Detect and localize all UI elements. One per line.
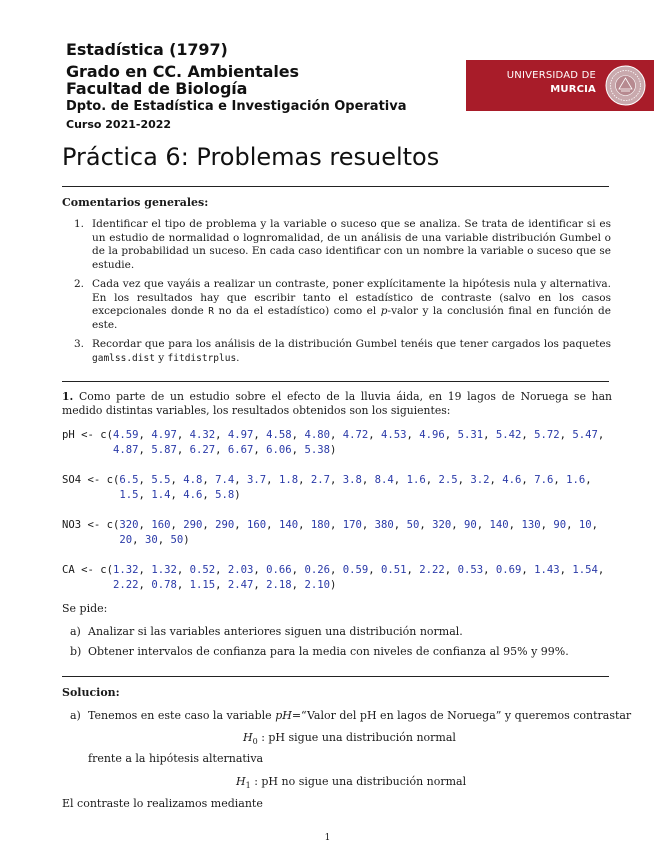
solution-heading: Solucion: <box>62 686 120 699</box>
code-value: 6.27 <box>189 444 216 456</box>
course-title: Estadística (1797) <box>66 40 228 59</box>
code-value: 1.32 <box>113 564 139 576</box>
code-value: 0.59 <box>342 564 369 576</box>
code-value: 0.51 <box>381 564 407 576</box>
code-value: 1.32 <box>151 564 177 576</box>
code-value: 0.26 <box>304 564 330 576</box>
code-value: 160 <box>151 519 171 531</box>
code-value: 4.32 <box>189 429 216 441</box>
code-value: 380 <box>374 519 394 531</box>
ask-b: b) Obtener intervalos de confianza para la media con niveles de confianza al 95% y 99%. <box>70 645 569 658</box>
code-value: 2.22 <box>419 564 445 576</box>
code-value: 2.22 <box>113 579 139 591</box>
ask-a: a) Analizar si las variables anteriores siguen una distribución normal. <box>70 625 463 638</box>
code-value: 0.69 <box>495 564 522 576</box>
code-value: 2.03 <box>227 564 254 576</box>
code-value: 3.8 <box>342 474 362 486</box>
code-value: 130 <box>521 519 541 531</box>
code-value: 320 <box>432 519 452 531</box>
solution-a: a) Tenemos en este caso la variable pH=“Valor del pH en lagos de Noruega” y queremos contrastar <box>70 709 632 722</box>
code-value: 2.7 <box>310 474 330 486</box>
code-value: 1.4 <box>151 489 171 501</box>
code-value: 3.2 <box>470 474 490 486</box>
problem-1-intro: 1. Como parte de un estudio sobre el efecto de la lluvia áida, en 19 lagos de Noruega se han medido distintas variables, los resultados obtenidos son los siguientes: <box>62 390 612 417</box>
code-value: 0.66 <box>266 564 292 576</box>
university-seal-icon <box>605 65 646 106</box>
page-number: 1 <box>324 833 331 843</box>
code-value: 1.8 <box>278 474 299 486</box>
code-value: 4.97 <box>151 429 177 441</box>
logo-line-2: MURCIA <box>550 84 596 95</box>
closing-sentence: El contraste lo realizamos mediante <box>62 797 263 810</box>
code-value: 50 <box>170 534 184 546</box>
code-value: 4.58 <box>266 429 292 441</box>
code-value: 6.06 <box>266 444 292 456</box>
code-value: 140 <box>489 519 509 531</box>
code-block-no3: NO3 <- c(320, 160, 290, 290, 160, 140, 180, 170, 380, 50, 320, 90, 140, 130, 90, 10, 20, 30, 50) <box>62 519 599 546</box>
list-item: 3. Recordar que para los análisis de la distribución Gumbel tenéis que tener cargados los paquetes gamlss.dist y fitdistrplus. <box>74 338 611 364</box>
code-block-ca: CA <- c(1.32, 1.32, 0.52, 2.03, 0.66, 0.26, 0.59, 0.51, 2.22, 0.53, 0.69, 1.43, 1.54, 2.22, 0.78, 1.15, 2.47, 2.18, 2.10) <box>62 564 605 591</box>
code-value: 1.6 <box>566 474 586 486</box>
list-item: 2. Cada vez que vayáis a realizar un contraste, poner explícitamente la hipótesis nula y alternativa. En los resultados hay que escribir tanto el estadístico de contraste (salvo en los casos excepcionales donde R no da el estadístico) como el p-valor y la conclusión final en función de este. <box>74 278 611 331</box>
code-value: 4.97 <box>227 429 254 441</box>
divider <box>62 381 609 382</box>
code-value: 0.78 <box>151 579 177 591</box>
code-value: 4.80 <box>304 429 330 441</box>
code-value: 6.5 <box>119 474 139 486</box>
code-value: 6.67 <box>227 444 254 456</box>
code-value: 5.87 <box>151 444 177 456</box>
code-value: 1.54 <box>572 564 598 576</box>
code-value: 1.6 <box>406 474 426 486</box>
alternative-hypothesis: $H_1$ : pH no sigue una distribución normal <box>236 775 467 791</box>
code-value: 4.6 <box>502 474 522 486</box>
code-value: 3.7 <box>247 474 267 486</box>
code-value: 0.53 <box>457 564 484 576</box>
alternative-intro: frente a la hipótesis alternativa <box>88 752 264 765</box>
code-value: 7.6 <box>534 474 554 486</box>
code-value: 5.31 <box>457 429 484 441</box>
code-value: 90 <box>464 519 477 531</box>
code-value: 5.38 <box>304 444 330 456</box>
code-value: 160 <box>247 519 267 531</box>
code-value: 4.8 <box>183 474 203 486</box>
general-comments-list <box>66 218 611 371</box>
code-value: 50 <box>406 519 420 531</box>
code-value: 20 <box>119 534 133 546</box>
university-logo <box>466 60 654 111</box>
code-value: 1.43 <box>534 564 560 576</box>
list-item: 1. Identificar el tipo de problema y la variable o suceso que se analiza. Se trata de identificar si es un estudio de normalidad o lognromalidad, de un análisis de una variable distribución Gumbel o de la probabilidad un suceso. En cada caso identificar con un nombre la variable o suceso que se estudie. <box>74 218 611 271</box>
divider <box>62 186 609 187</box>
general-comments-heading: Comentarios generales: <box>62 196 209 209</box>
logo-line-1: UNIVERSIDAD DE <box>506 70 596 81</box>
code-value: 1.5 <box>119 489 139 501</box>
code-value: 4.59 <box>113 429 139 441</box>
code-value: 5.72 <box>534 429 560 441</box>
code-value: 90 <box>553 519 567 531</box>
code-value: 140 <box>278 519 299 531</box>
faculty-title: Facultad de Biología <box>66 79 248 98</box>
code-value: 4.6 <box>183 489 203 501</box>
code-value: 320 <box>119 519 139 531</box>
divider <box>62 676 609 677</box>
code-block-so4: SO4 <- c(6.5, 5.5, 4.8, 7.4, 3.7, 1.8, 2.7, 3.8, 8.4, 1.6, 2.5, 3.2, 4.6, 7.6, 1.6, 1.5, 1.4, 4.6, 5.8) <box>62 474 592 501</box>
code-value: 4.53 <box>381 429 407 441</box>
asks-label: Se pide: <box>62 602 108 615</box>
code-value: 180 <box>310 519 330 531</box>
code-value: 8.4 <box>374 474 394 486</box>
code-value: 5.42 <box>495 429 522 441</box>
code-value: 290 <box>215 519 235 531</box>
code-value: 2.10 <box>304 579 330 591</box>
code-value: 1.15 <box>189 579 216 591</box>
code-value: 4.72 <box>342 429 369 441</box>
degree-title: Grado en CC. Ambientales <box>66 62 299 81</box>
code-value: 290 <box>183 519 203 531</box>
code-value: 2.47 <box>227 579 254 591</box>
code-value: 5.5 <box>151 474 171 486</box>
code-value: 30 <box>144 534 158 546</box>
code-value: 2.5 <box>438 474 458 486</box>
department-title: Dpto. de Estadística e Investigación Operativa <box>66 99 407 114</box>
code-value: 4.96 <box>419 429 445 441</box>
code-value: 0.52 <box>189 564 216 576</box>
code-value: 5.8 <box>215 489 235 501</box>
academic-year: Curso 2021-2022 <box>66 118 172 131</box>
code-value: 170 <box>342 519 362 531</box>
page-title: Práctica 6: Problemas resueltos <box>62 143 440 171</box>
code-block-ph: pH <- c(4.59, 4.97, 4.32, 4.97, 4.58, 4.80, 4.72, 4.53, 4.96, 5.31, 5.42, 5.72, 5.47, 4.87, 5.87, 6.27, 6.67, 6.06, 5.38) <box>62 429 605 456</box>
code-value: 4.87 <box>113 444 139 456</box>
null-hypothesis: $H_0$ : pH sigue una distribución normal <box>243 731 456 747</box>
code-value: 2.18 <box>266 579 292 591</box>
code-value: 10 <box>578 519 592 531</box>
code-value: 5.47 <box>572 429 598 441</box>
code-value: 7.4 <box>215 474 235 486</box>
